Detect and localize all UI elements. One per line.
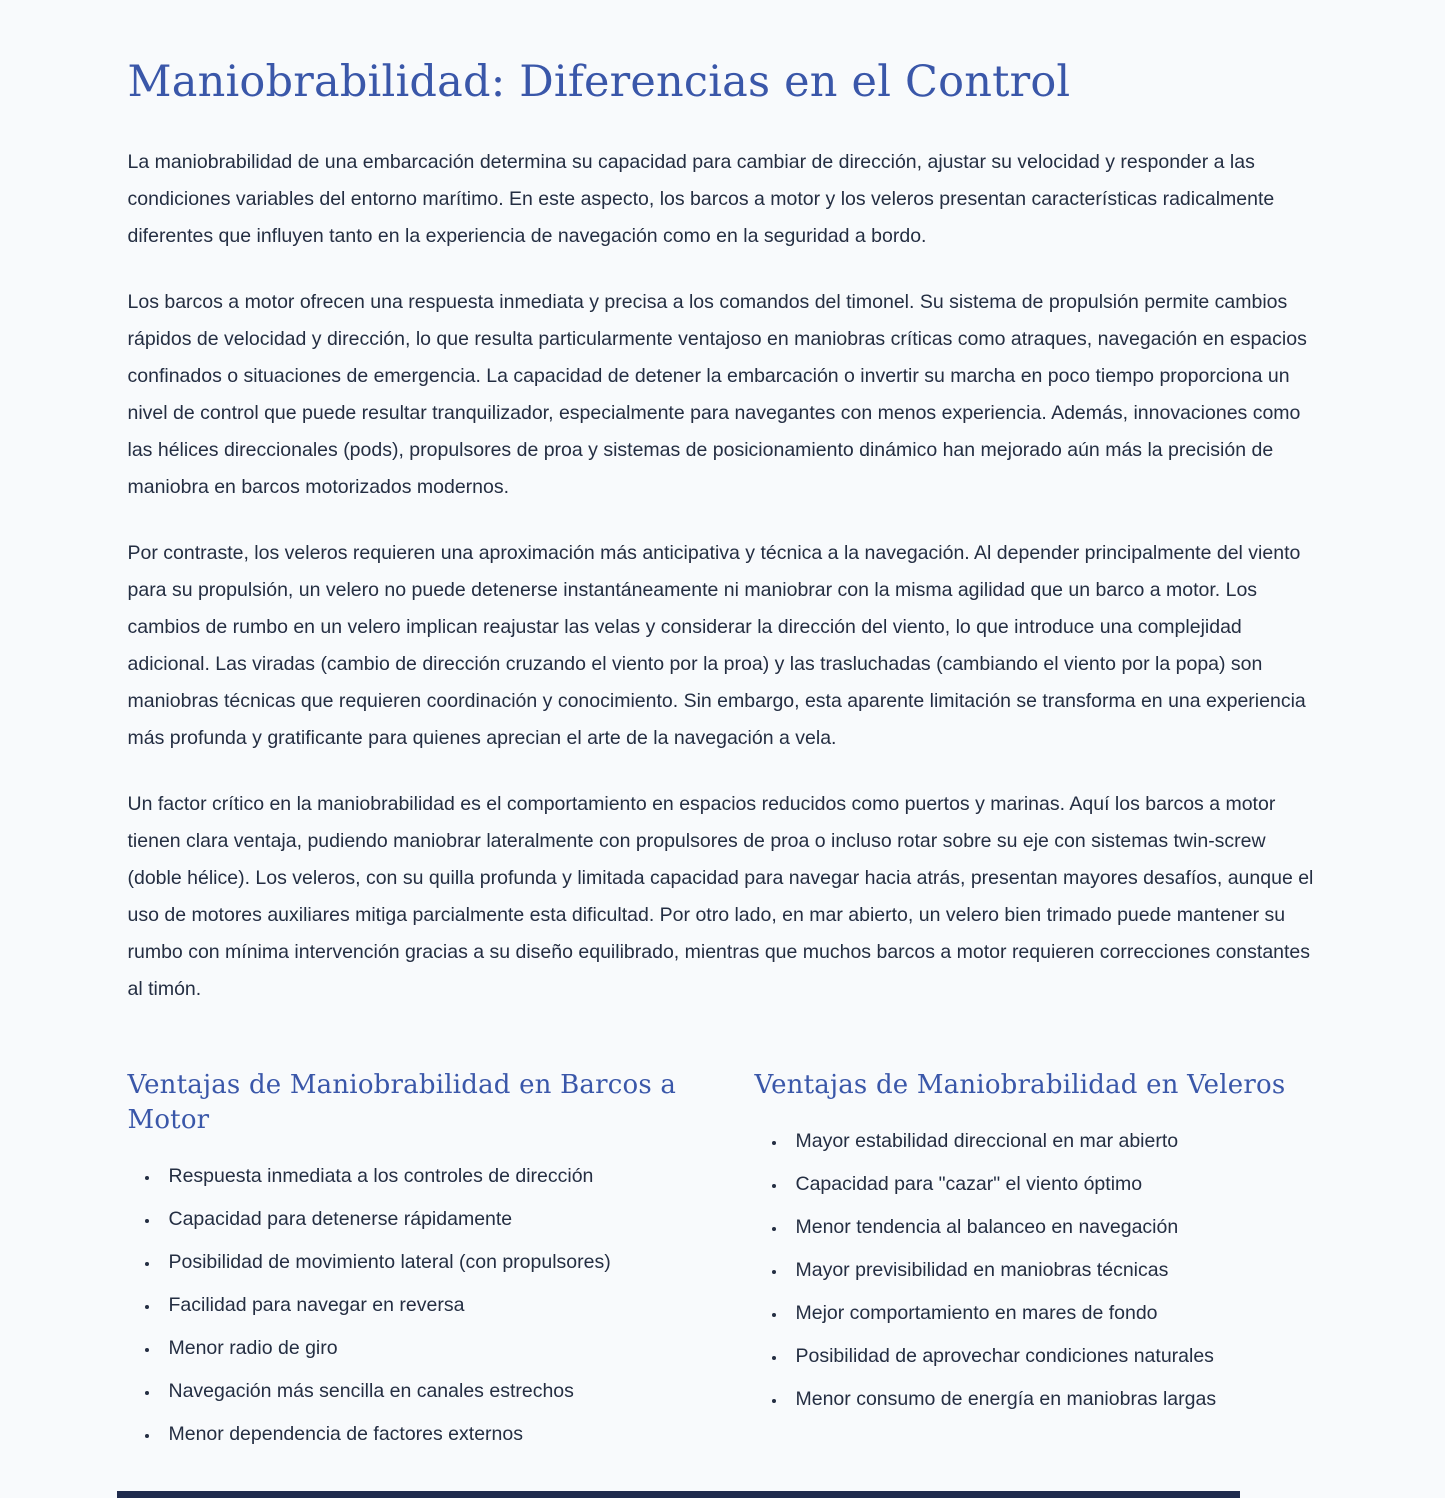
- sailboat-advantages-list: [755, 1129, 1318, 1411]
- motorboat-advantages-heading: Ventajas de Maniobrabilidad en Barcos a Motor: [127, 1069, 677, 1135]
- sailboat-advantages-section: [755, 1068, 1318, 1465]
- paragraph-confined-spaces: Un factor crítico en la maniobrabilidad es el comportamiento en espacios reducidos como puertos y marinas. Aquí los barcos a motor tienen clara ventaja, pudiendo maniobrar lateralmente con propulsores de proa o incluso rotar sobre su eje con sistemas twin-screw (doble hélice). Los veleros, con su quilla profunda y limitada capacidad para navegar hacia atrás, presentan mayores desafíos, aunque el uso de motores auxiliares mitiga parcialmente esta dificultad. Por otro lado, en mar abierto, un velero bien trimado puede mantener su rumbo con mínima intervención gracias a su diseño equilibrado, mientras que muchos barcos a motor requieren correcciones constantes al timón.: [127, 792, 1314, 1000]
- page-title: Maniobrabilidad: Diferencias en el Control: [127, 57, 1071, 107]
- motorboat-advantages-list: [128, 1164, 691, 1446]
- list-item: • Mejor comportamiento en mares de fondo: [787, 1301, 1318, 1325]
- article-content: [128, 0, 1318, 1465]
- list-item: • Mayor previsibilidad en maniobras técnicas: [787, 1258, 1318, 1282]
- list-item: • Facilidad para navegar en reversa: [160, 1293, 691, 1317]
- list-item: • Menor consumo de energía en maniobras largas: [787, 1387, 1318, 1411]
- list-item: • Menor radio de giro: [160, 1336, 691, 1360]
- list-item: • Capacidad para "cazar" el viento óptimo: [787, 1172, 1318, 1196]
- list-item: • Menor dependencia de factores externos: [160, 1422, 691, 1446]
- list-item: • Mayor estabilidad direccional en mar abierto: [787, 1129, 1318, 1153]
- motorboat-advantages-section: [128, 1068, 691, 1465]
- advantages-columns: [128, 1068, 1318, 1465]
- list-item: • Respuesta inmediata a los controles de dirección: [160, 1164, 691, 1188]
- list-item: • Capacidad para detenerse rápidamente: [160, 1207, 691, 1231]
- sailboat-advantages-heading: Ventajas de Maniobrabilidad en Veleros: [754, 1069, 1286, 1100]
- list-item: • Posibilidad de aprovechar condiciones naturales: [787, 1344, 1318, 1368]
- list-item: • Navegación más sencilla en canales estrechos: [160, 1379, 691, 1403]
- cutoff-next-section-bar: [117, 1491, 1240, 1498]
- paragraph-sailboats: Por contraste, los veleros requieren una aproximación más anticipativa y técnica a la navegación. Al depender principalmente del viento para su propulsión, un velero no puede detenerse instantáneamente ni maniobrar con la misma agilidad que un barco a motor. Los cambios de rumbo en un velero implican reajustar las velas y considerar la dirección del viento, lo que introduce una complejidad adicional. Las viradas (cambio de dirección cruzando el viento por la proa) y las trasluchadas (cambiando el viento por la popa) son maniobras técnicas que requieren coordinación y conocimiento. Sin embargo, esta aparente limitación se transforma en una experiencia más profunda y gratificante para quienes aprecian el arte de la navegación a vela.: [127, 541, 1306, 749]
- list-item: • Posibilidad de movimiento lateral (con propulsores): [160, 1250, 691, 1274]
- list-item: • Menor tendencia al balanceo en navegación: [787, 1215, 1318, 1239]
- paragraph-motorboats: Los barcos a motor ofrecen una respuesta inmediata y precisa a los comandos del timonel. Su sistema de propulsión permite cambios rápidos de velocidad y dirección, lo que resulta particularmente ventajoso en maniobras críticas como atraques, navegación en espacios confinados o situaciones de emergencia. La capacidad de detener la embarcación o invertir su marcha en poco tiempo proporciona un nivel de control que puede resultar tranquilizador, especialmente para navegantes con menos experiencia. Además, innovaciones como las hélices direccionales (pods), propulsores de proa y sistemas de posicionamiento dinámico han mejorado aún más la precisión de maniobra en barcos motorizados modernos.: [127, 290, 1307, 498]
- paragraph-intro: La maniobrabilidad de una embarcación determina su capacidad para cambiar de dirección, ajustar su velocidad y responder a las condiciones variables del entorno marítimo. En este aspecto, los barcos a motor y los veleros presentan características radicalmente diferentes que influyen tanto en la experiencia de navegación como en la seguridad a bordo.: [127, 150, 1275, 247]
